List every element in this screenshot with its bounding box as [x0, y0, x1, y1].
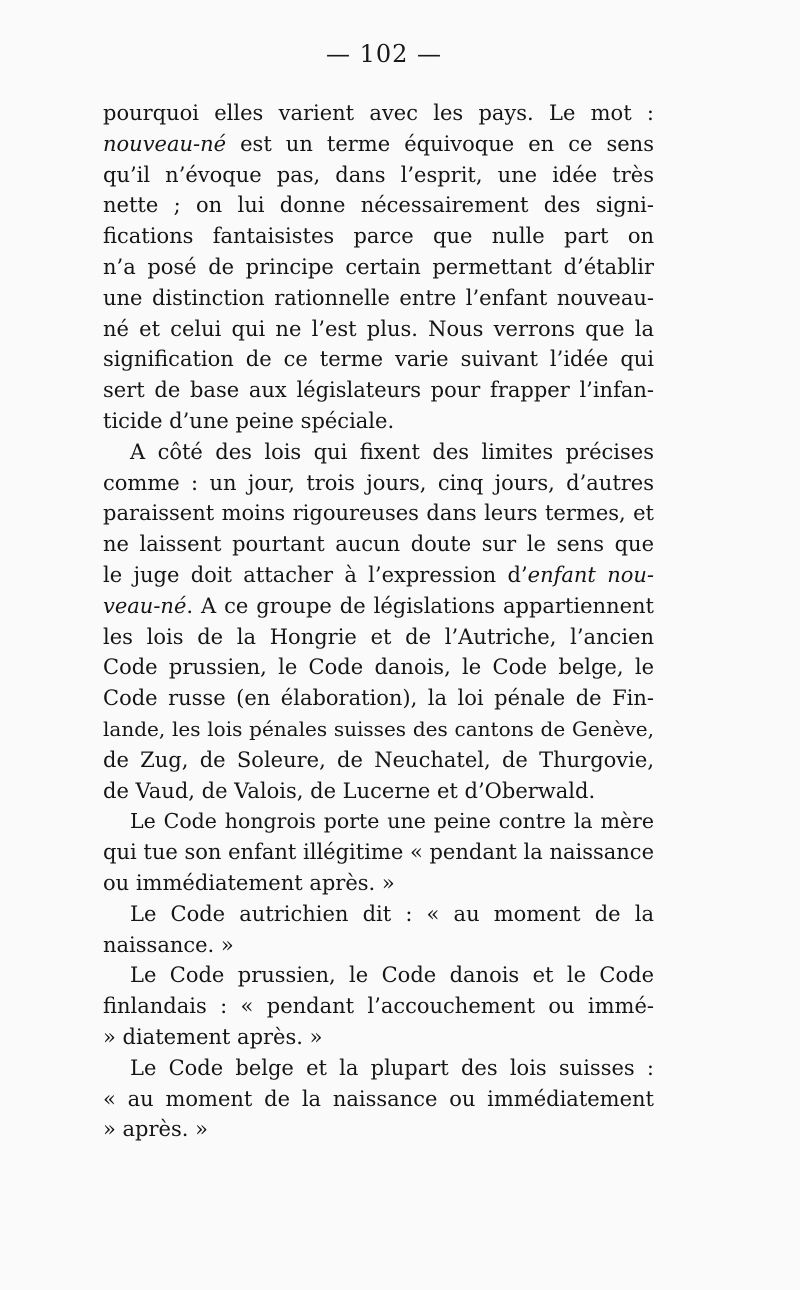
line-text: de Zug, de Soleure, de Neuchatel, de Thurgovie,	[103, 747, 654, 772]
line-text: né et celui qui ne l’est plus. Nous verrons que la	[103, 316, 654, 341]
text-line	[103, 468, 654, 499]
italic-term: veau-né	[103, 593, 187, 618]
line-text: sert de base aux législateurs pour frapper l’infan-	[103, 378, 654, 403]
italic-term: nouveau-né	[103, 131, 227, 156]
line-text: qu’il n’évoque pas, dans l’esprit, une idée très	[103, 162, 654, 187]
line-text: ticide d’une peine spéciale.	[103, 408, 395, 433]
line-text: » diatement après. »	[103, 1024, 323, 1049]
line-text: une distinction rationnelle entre l’enfant nouveau-	[103, 285, 654, 310]
text-line	[103, 498, 654, 529]
text-line	[103, 991, 654, 1022]
text-line	[103, 745, 654, 776]
page-number: — 102 —	[325, 40, 443, 68]
line-text: » après. »	[103, 1117, 208, 1142]
text-line	[103, 283, 654, 314]
line-text: . A ce groupe de législations appartiennent	[186, 593, 654, 618]
line-text: pourquoi elles varient avec les pays. Le mot :	[103, 101, 654, 125]
text-line	[103, 622, 654, 653]
line-text: lande, les lois pénales suisses des cantons de Genève,	[103, 716, 654, 741]
italic-term: enfant nou-	[527, 562, 654, 587]
line-text: naissance. »	[103, 932, 234, 957]
line-text: les lois de la Hongrie et de l’Autriche, l’ancien	[103, 624, 654, 649]
text-line	[103, 868, 654, 899]
text-line	[103, 776, 654, 807]
text-line	[103, 1114, 654, 1145]
line-text: finlandais : « pendant l’accouchement ou immé-	[103, 994, 654, 1019]
text-line	[103, 314, 654, 345]
line-text: fications fantaisistes parce que nulle part on	[103, 224, 654, 249]
line-text: Code russe (en élaboration), la loi pénale de Fin-	[103, 686, 654, 711]
line-text: ne laissent pourtant aucun doute sur le sens que	[103, 532, 654, 557]
text-line	[103, 1084, 654, 1115]
text-line	[103, 344, 654, 375]
text-line	[103, 683, 654, 714]
line-text: signification de ce terme varie suivant l’idée qui	[103, 347, 654, 372]
line-text: ou immédiatement après. »	[103, 870, 395, 895]
text-line	[103, 960, 654, 991]
text-line	[103, 129, 654, 160]
text-line	[103, 560, 654, 591]
body-text	[103, 98, 654, 1145]
line-text: le juge doit attacher à l’expression d’	[103, 562, 528, 587]
text-line	[103, 221, 654, 252]
line-text: Le Code autrichien dit : « au moment de la	[130, 901, 654, 926]
text-line	[103, 98, 654, 129]
line-text: Le Code hongrois porte une peine contre la mère	[130, 809, 654, 834]
line-text: « au moment de la naissance ou immédiatement	[103, 1086, 654, 1111]
line-text: qui tue son enfant illégitime « pendant la naissance	[103, 840, 654, 865]
text-line	[103, 406, 654, 437]
line-text: est un terme équivoque en ce sens	[226, 131, 654, 156]
text-line	[103, 806, 654, 837]
text-line	[103, 529, 654, 560]
line-text: nette ; on lui donne nécessairement des signi-	[103, 193, 654, 218]
text-line	[103, 190, 654, 221]
line-text: n’a posé de principe certain permettant d’établir	[103, 254, 654, 279]
line-text: de Vaud, de Valois, de Lucerne et d’Oberwald.	[103, 778, 596, 803]
line-text: comme : un jour, trois jours, cinq jours, d’autres	[103, 470, 654, 495]
text-line	[103, 837, 654, 868]
line-text: paraissent moins rigoureuses dans leurs termes, et	[103, 501, 654, 526]
text-line	[103, 375, 654, 406]
text-line	[103, 591, 654, 622]
line-text: Le Code prussien, le Code danois et le Code	[130, 963, 654, 988]
text-line	[103, 160, 654, 191]
text-line	[103, 1053, 654, 1084]
line-text: Code prussien, le Code danois, le Code belge, le	[103, 655, 654, 680]
text-line	[103, 930, 654, 961]
text-line	[103, 652, 654, 683]
text-line	[103, 1022, 654, 1053]
text-line	[103, 252, 654, 283]
line-text: Le Code belge et la plupart des lois suisses :	[130, 1055, 654, 1080]
text-line	[103, 899, 654, 930]
text-line	[103, 437, 654, 468]
line-text: A côté des lois qui fixent des limites précises	[130, 439, 654, 464]
text-line	[103, 714, 654, 745]
